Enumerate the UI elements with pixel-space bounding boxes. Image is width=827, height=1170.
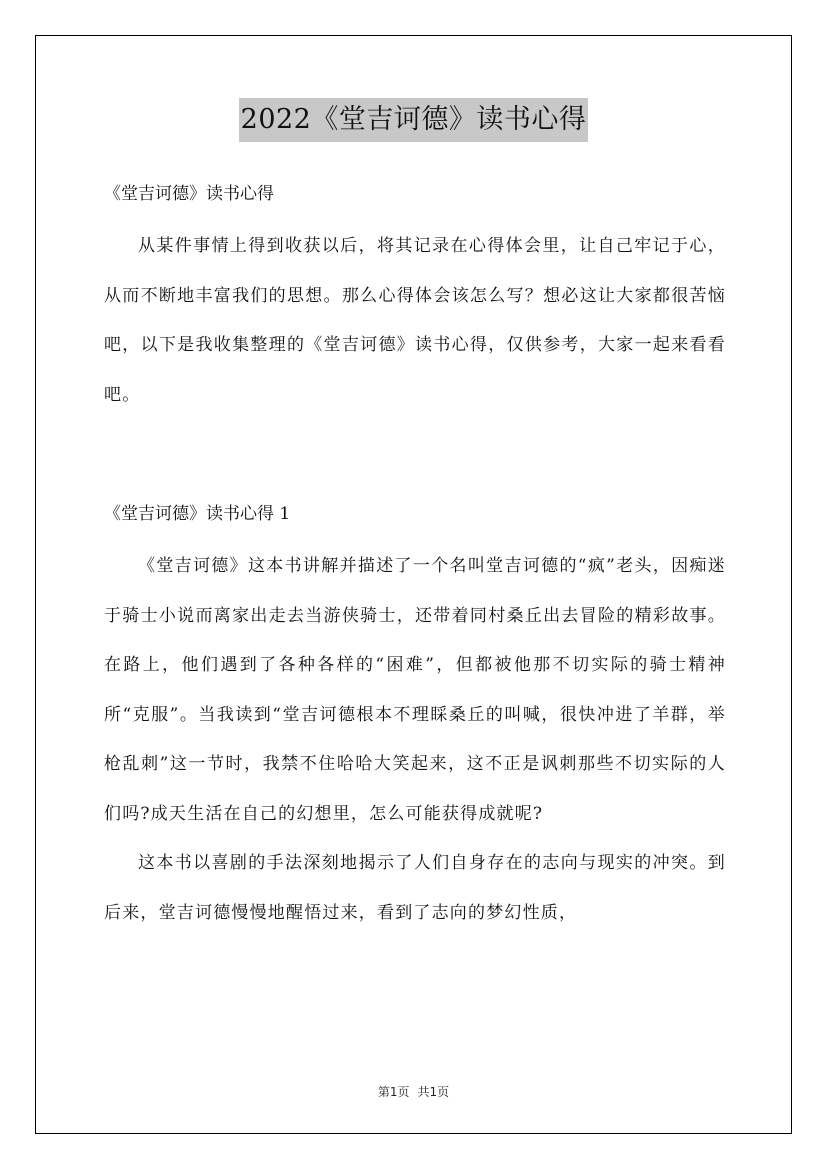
page-footer [0, 1083, 827, 1100]
page-number: 第1页 [377, 1085, 410, 1099]
intro-paragraph: 从某件事情上得到收获以后，将其记录在心得体会里，让自己牢记于心，从而不断地丰富我们的思想。那么心得体会该怎么写？想必这让大家都很苦恼吧，以下是我收集整理的《堂吉诃德》读书心得，仅供参考，大家一起来看看吧。 [104, 236, 726, 405]
intro-heading: 《堂吉诃德》读书心得 [104, 184, 274, 204]
section-paragraph: 这本书以喜剧的手法深刻地揭示了人们自身存在的志向与现实的冲突。到后来，堂吉诃德慢慢地醒悟过来，看到了志向的梦幻性质， [104, 853, 726, 923]
section-heading: 《堂吉诃德》读书心得 1 [104, 504, 291, 524]
title-area [0, 98, 827, 142]
document-body [104, 170, 726, 938]
page-total: 共1页 [417, 1085, 450, 1099]
document-title: 2022《堂吉诃德》读书心得 [239, 98, 589, 142]
section-paragraph: 《堂吉诃德》这本书讲解并描述了一个名叫堂吉诃德的“疯”老头，因痴迷于骑士小说而离家出走去当游侠骑士，还带着同村桑丘出去冒险的精彩故事。在路上，他们遇到了各种各样的“困难”，但都被他那不切实际的骑士精神所“克服”。当我读到“堂吉诃德根本不理睬桑丘的叫喊，很快冲进了羊群，举枪乱刺”这一节时，我禁不住哈哈大笑起来，这不正是讽刺那些不切实际的人们吗?成天生活在自己的幻想里，怎么可能获得成就呢? [104, 556, 726, 824]
